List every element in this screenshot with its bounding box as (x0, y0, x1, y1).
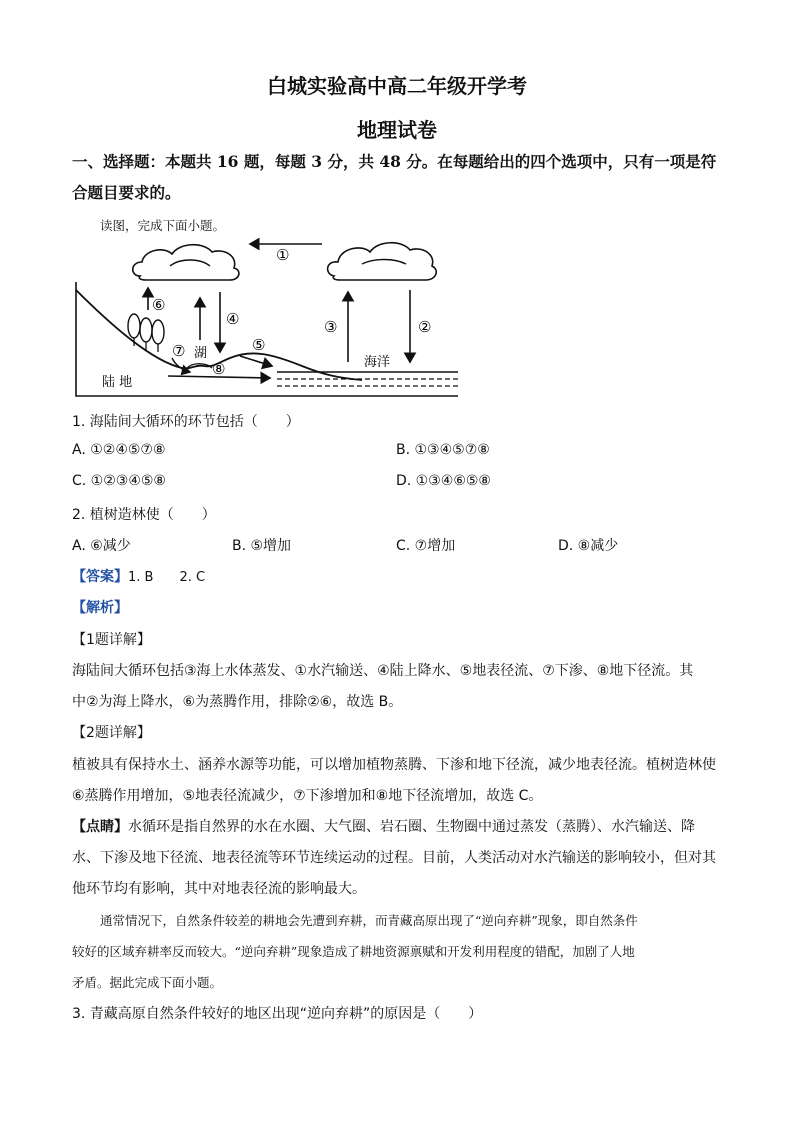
detail-2-label: 【2题详解】 (72, 725, 151, 741)
question-1-stem: 1. 海陆间大循环的环节包括（ ） (72, 414, 300, 430)
cloud-right-icon (328, 243, 437, 280)
label-lake: 湖 (194, 346, 208, 361)
label-2: ② (418, 318, 432, 336)
answer-label: 【答案】 (72, 569, 128, 585)
label-land: 陆 地 (102, 375, 133, 390)
section-heading-line1: 一、选择题：本题共 16 题，每题 3 分，共 48 分。在每题给出的四个选项中，只有一项是符 (72, 152, 717, 171)
question-1-option-c[interactable]: C. ①②③④⑤⑧ (72, 473, 166, 489)
tip-label: 【点睛】 (72, 819, 128, 835)
material-2-line1: 通常情况下，自然条件较差的耕地会先遭到弃耕，而青藏高原出现了“逆向弃耕”现象，即自然条件 (100, 913, 638, 928)
question-2-option-a[interactable]: A. ⑥减少 (72, 538, 131, 554)
tip-line1 (72, 816, 695, 836)
detail-1-label: 【1题详解】 (72, 632, 151, 648)
label-6: ⑥ (152, 296, 166, 314)
detail-2-line2: ⑥蒸腾作用增加，⑤地表径流减少，⑦下渗增加和⑧地下径流增加，故选 C。 (72, 788, 543, 804)
trees-icon (128, 314, 164, 352)
label-7: ⑦ (172, 342, 186, 360)
answer-text: 1. B 2. C (128, 570, 206, 585)
material-2-line2: 较好的区域弃耕率反而较大。“逆向弃耕”现象造成了耕地资源禀赋和开发利用程度的错配，加剧了人地 (72, 944, 635, 959)
page-title: 白城实验高中高二年级开学考 (267, 74, 527, 98)
section-heading-line2: 合题目要求的。 (72, 183, 181, 202)
water-cycle-diagram (72, 236, 462, 400)
label-3: ③ (324, 318, 338, 336)
answer-block (72, 566, 205, 586)
detail-2-line1: 植被具有保持水土、涵养水源等功能，可以增加植物蒸腾、下渗和地下径流，减少地表径流。植树造林使 (72, 757, 716, 773)
question-2-stem: 2. 植树造林使（ ） (72, 507, 216, 523)
question-1-option-d[interactable]: D. ①③④⑥⑤⑧ (396, 473, 491, 489)
question-2-option-c[interactable]: C. ⑦增加 (396, 538, 456, 554)
label-8: ⑧ (212, 360, 226, 378)
tip-line3: 他环节均有影响，其中对地表径流的影响最大。 (72, 881, 366, 897)
tip-text-line1: 水循环是指自然界的水在水圈、大气圈、岩石圈、生物圈中通过蒸发（蒸腾）、水汽输送、降 (128, 819, 695, 835)
material-2-line3: 矛盾。据此完成下面小题。 (72, 975, 223, 990)
label-5: ⑤ (252, 336, 266, 354)
question-3-stem: 3. 青藏高原自然条件较好的地区出现“逆向弃耕”的原因是（ ） (72, 1006, 483, 1022)
question-1-option-a[interactable]: A. ①②④⑤⑦⑧ (72, 442, 166, 458)
analysis-label: 【解析】 (72, 600, 128, 616)
question-2-option-b[interactable]: B. ⑤增加 (232, 538, 292, 554)
question-1-option-b[interactable]: B. ①③④⑤⑦⑧ (396, 442, 490, 458)
detail-1-line1: 海陆间大循环包括③海上水体蒸发、①水汽输送、④陆上降水、⑤地表径流、⑦下渗、⑧地下径流。其 (72, 663, 694, 679)
label-4: ④ (226, 310, 240, 328)
reading-instruction: 读图，完成下面小题。 (100, 218, 226, 233)
tip-line2: 水、下渗及地下径流、地表径流等环节连续运动的过程。目前，人类活动对水汽输送的影响较小，但对其 (72, 850, 716, 866)
cloud-left-icon (133, 245, 239, 280)
page-subtitle: 地理试卷 (357, 118, 437, 142)
detail-1-line2: 中②为海上降水，⑥为蒸腾作用，排除②⑥，故选 B。 (72, 694, 403, 710)
label-1: ① (276, 246, 290, 264)
question-2-option-d[interactable]: D. ⑧减少 (558, 538, 619, 554)
label-ocean: 海洋 (364, 355, 391, 370)
